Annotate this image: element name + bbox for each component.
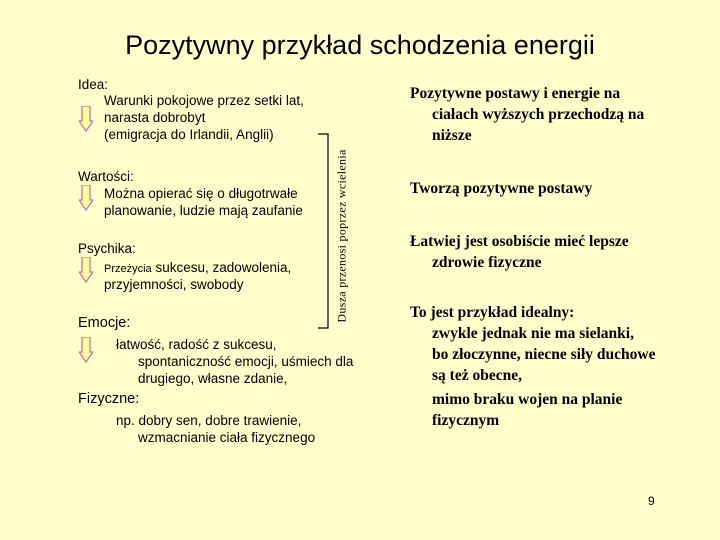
right-block-2-line-1: Tworzą pozytywne postawy	[410, 180, 593, 197]
emocje-heading: Emocje:	[78, 315, 131, 331]
idea-line-2: narasta dobrobyt	[104, 110, 206, 125]
right-block-4-line-1: To jest przykład idealny:	[410, 304, 575, 321]
vertical-label-text: Dusza przenosi poprzez wcielenia	[334, 149, 349, 323]
right-block-1-line-2: ciałach wyższych przechodzą na	[432, 106, 645, 123]
wartosci-line-1: Można opierać się o długotrwałe	[104, 186, 298, 201]
down-arrow-icon	[79, 106, 93, 132]
right-block-4-line-4: są też obecne,	[432, 367, 522, 384]
emocje-line-2: spontaniczność emocji, uśmiech dla	[138, 354, 354, 369]
psychika-line-1-rest: sukcesu, zadowolenia,	[151, 260, 292, 275]
fizyczne-heading: Fizyczne:	[78, 391, 140, 407]
vertical-label	[334, 140, 350, 332]
fizyczne-line-2: wzmacnianie ciała fizycznego	[138, 430, 316, 445]
right-block-4-line-5: mimo braku wojen na planie	[432, 391, 623, 408]
right-block-1-line-3: niższe	[432, 127, 472, 144]
right-block-1-line-1: Pozytywne postawy i energie na	[410, 85, 621, 102]
idea-line-3: (emigracja do Irlandii, Anglii)	[104, 127, 274, 142]
bracket-line	[318, 133, 330, 329]
psychika-line-2: przyjemności, swobody	[104, 277, 244, 292]
emocje-line-1: łatwość, radość z sukcesu,	[116, 337, 277, 352]
right-block-3-line-1: Łatwiej jest osobiście mieć lepsze	[410, 233, 629, 250]
psychika-heading: Psychika:	[78, 241, 136, 256]
down-arrow-icon	[79, 337, 93, 363]
page-number: 9	[648, 494, 655, 508]
emocje-line-3: drugiego, własne zdanie,	[138, 371, 288, 386]
fizyczne-line-1: np. dobry sen, dobre trawienie,	[116, 413, 302, 428]
wartosci-heading: Wartości:	[78, 169, 134, 184]
right-block-4-line-2: zwykle jednak nie ma sielanki,	[432, 325, 634, 342]
idea-heading: Idea:	[78, 77, 109, 92]
right-block-3-line-2: zdrowie fizyczne	[432, 254, 542, 271]
psychika-line-1-small: Przeżycia	[104, 263, 152, 275]
down-arrow-icon	[79, 257, 93, 283]
right-block-4-line-6: fizycznym	[432, 412, 500, 429]
right-block-4-line-3: bo złoczynne, niecne siły duchowe	[432, 346, 656, 363]
idea-line-1: Warunki pokojowe przez setki lat,	[104, 93, 304, 108]
page-title: Pozytywny przykład schodzenia energii	[125, 30, 595, 60]
down-arrow-icon	[79, 185, 93, 211]
wartosci-line-2: planowanie, ludzie mają zaufanie	[104, 203, 303, 218]
